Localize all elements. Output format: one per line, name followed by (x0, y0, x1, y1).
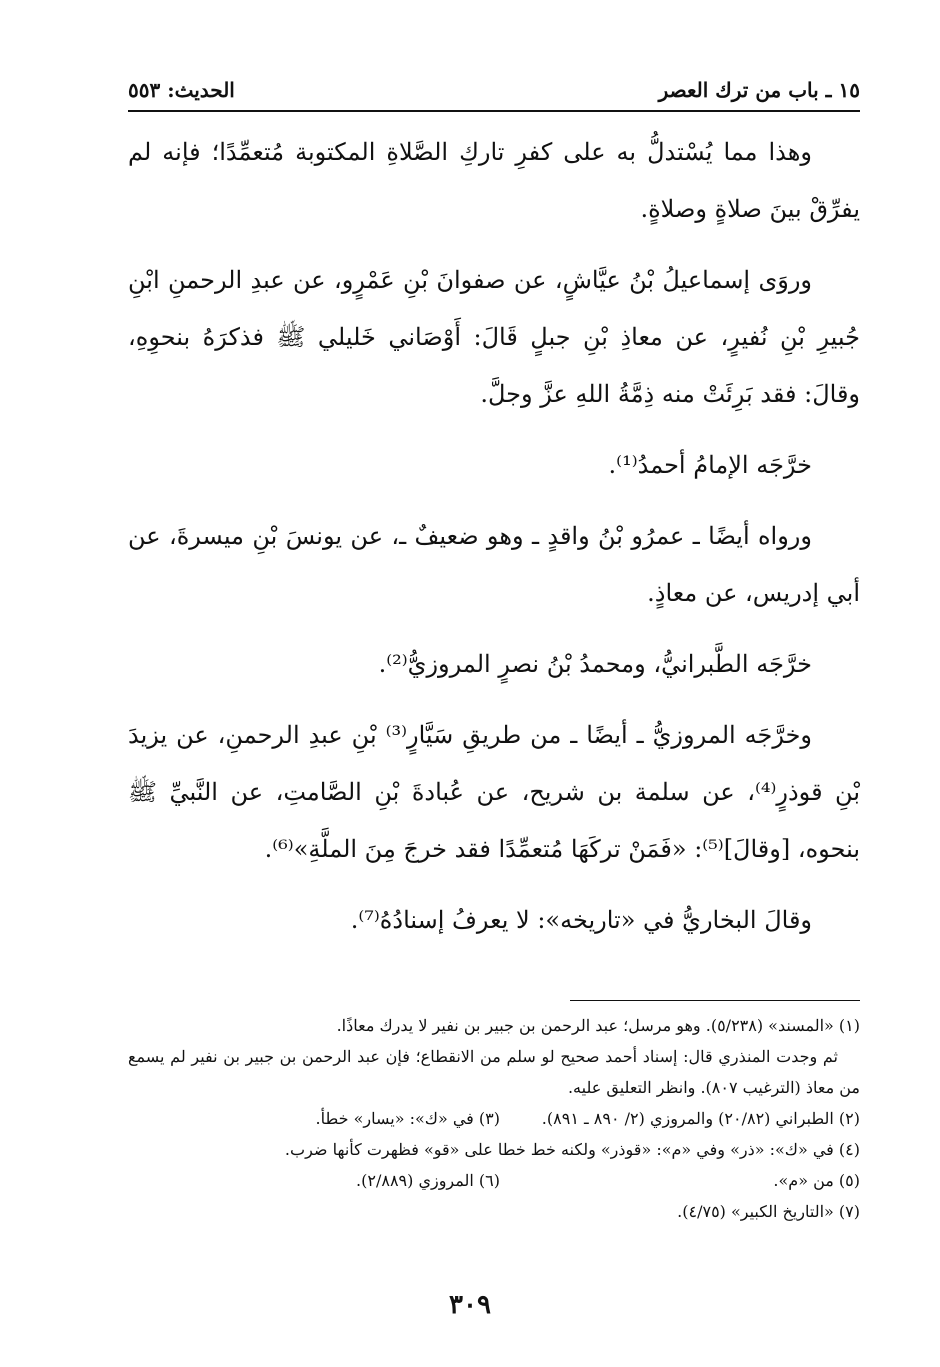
chapter-title: ١٥ ـ باب من ترك العصر (658, 78, 860, 102)
footnote-7: (٧) «التاريخ الكبير» (٤/٧٥). (677, 1202, 860, 1221)
paragraph: وهذا مما يُسْتدلُّ به على كفرِ تاركِ الصَّلاةِ المكتوبة مُتعمِّدًا؛ فإنه لم يفرِّقْ بينَ صلاةٍ وصلاةٍ. (128, 138, 860, 223)
footnote-row (128, 1103, 860, 1134)
footnotes (128, 1010, 860, 1227)
footnote-6: (٦) المروزي (٢/٨٨٩). (356, 1171, 500, 1190)
paragraph: خرَّجَه الطَّبرانيُّ، ومحمدُ بْنُ نصرٍ المروزيُّ⁽²⁾. (378, 650, 812, 678)
page-number: ٣٠٩ (449, 1290, 491, 1320)
running-header (128, 72, 860, 108)
paragraph: ورواه أيضًا ـ عمرُو بْنُ واقدٍ ـ وهو ضعيفٌ ـ، عن يونسَ بْنِ ميسرةَ، عن أبي إدريس، عن معاذٍ. (128, 522, 860, 607)
paragraph: وخرَّجَه المروزيُّ ـ أيضًا ـ من طريقِ سَيَّارٍ⁽³⁾ بْنِ عبدِ الرحمنِ، عن يزيدَ بْنِ قوذرٍ⁽⁴⁾، عن سلمة بن شريح، عن عُبادةَ بْنِ الصَّامتِ، عن النَّبيِّ ﷺ بنحوه، [وقالَ]⁽⁵⁾: «فَمَنْ تركَهَا مُتعمِّدًا فقد خرجَ مِنَ الملَّةِ»⁽⁶⁾. (128, 721, 861, 863)
footnote-1-continued: ثم وجدت المنذري قال: إسناد أحمد صحيح لو سلم من الانقطاع؛ فإن عبد الرحمن بن جبير بن نفير لم يسمع من معاذ (الترغيب ٨٠٧). وانظر التعليق عليه. (128, 1047, 860, 1097)
hadith-number: الحديث: ٥٥٣ (128, 78, 235, 102)
paragraph: خرَّجَه الإمامُ أحمدُ⁽¹⁾. (608, 451, 812, 479)
footnote-5: (٥) من «م». (773, 1171, 860, 1190)
footnote-row (128, 1165, 860, 1196)
header-divider (128, 110, 860, 112)
footnote-2: (٢) الطبراني (٢٠/٨٢) والمروزي (٢/ ٨٩٠ ـ ٨٩١). (541, 1109, 860, 1128)
paragraph: وروَى إسماعيلُ بْنُ عيَّاشٍ، عن صفوانَ بْنِ عَمْرٍو، عن عبدِ الرحمنِ ابْنِ جُبيرِ بْنِ نُفيرٍ، عن معاذِ بْنِ جبلٍ قَالَ: أَوْصَاني خَليلي ﷺ فذكرَهُ بنحوِهِ، وقالَ: فقد بَرِئَتْ منه ذِمَّةُ اللهِ عزَّ وجلَّ. (128, 266, 860, 408)
footnote-1: (١) «المسند» (٥/٢٣٨). وهو مرسل؛ عبد الرحمن بن جبير بن نفير لا يدرك معاذًا. (336, 1016, 860, 1035)
footnote-divider (570, 1000, 860, 1001)
paragraph: وقالَ البخاريُّ في «تاريخه»: لا يعرفُ إسنادُهُ⁽⁷⁾. (350, 906, 812, 934)
main-text (128, 124, 860, 963)
footnote-3: (٣) في «ك»: «يسار» خطأ. (315, 1109, 500, 1128)
footnote-4: (٤) في «ك»: «ذر» وفي «م»: «قوذر» ولكنه خط خطا على «قو» فظهرت كأنها ضرب. (284, 1140, 860, 1159)
